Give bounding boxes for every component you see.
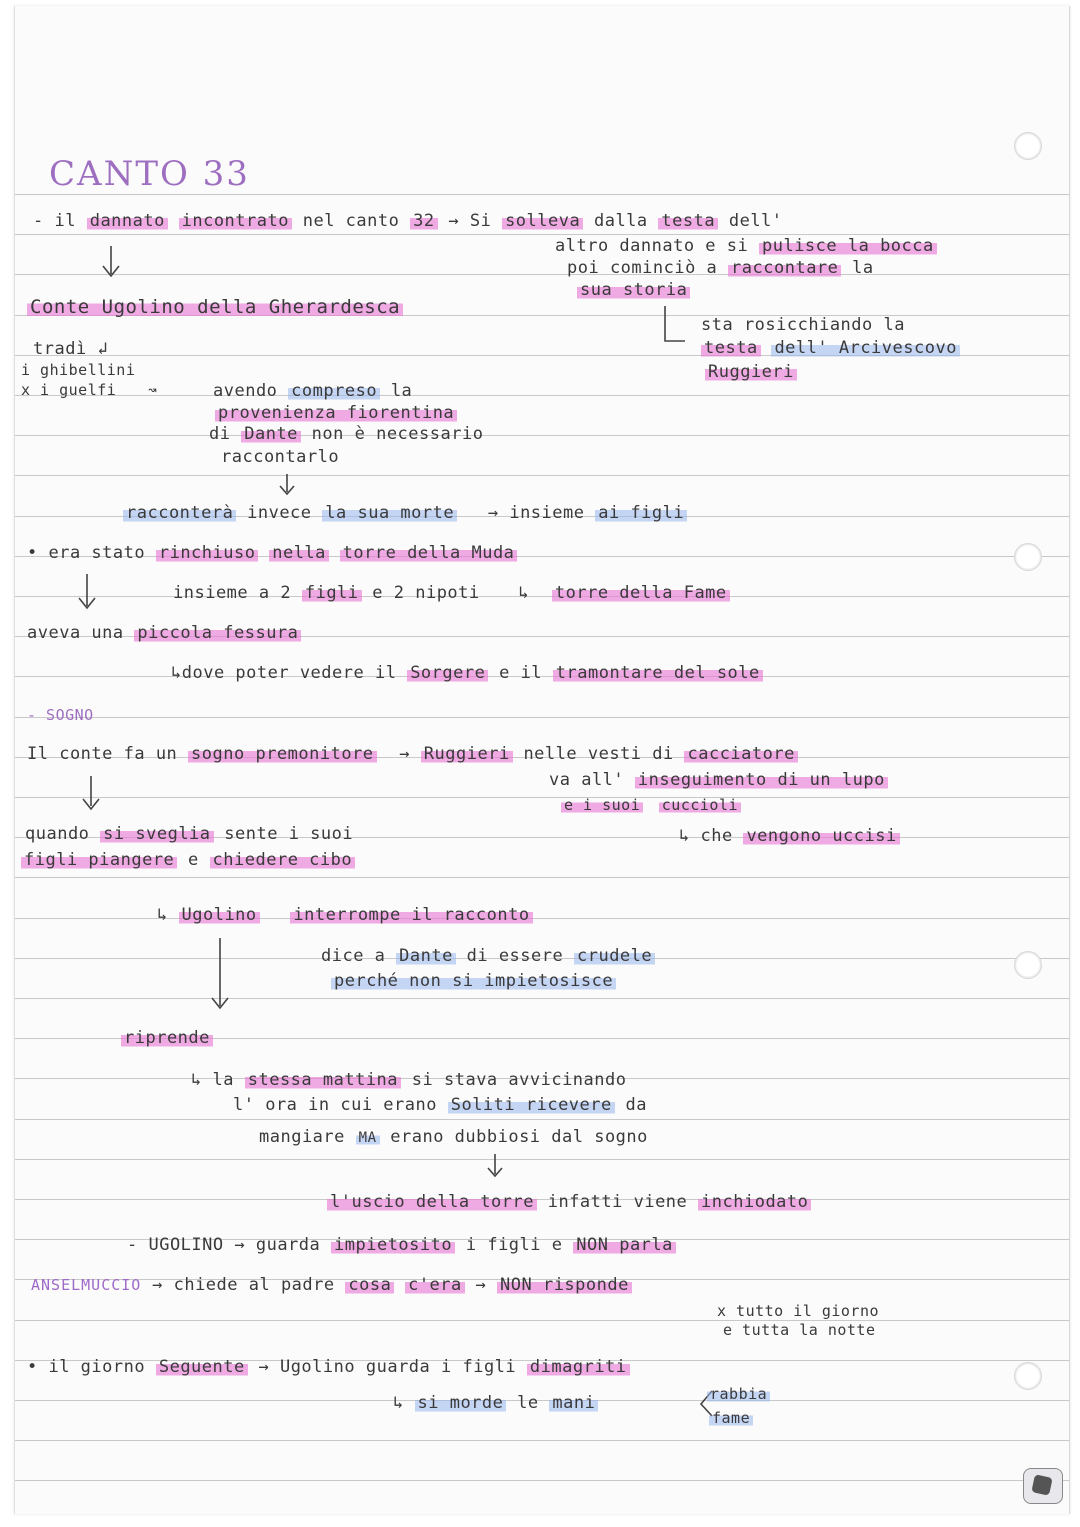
arrow-icon: ↳ (518, 583, 530, 603)
highlight: l'uscio della torre (327, 1192, 537, 1212)
text-line (209, 423, 483, 445)
text-line (21, 379, 157, 401)
arrow-icon: ↳ (191, 1070, 202, 1090)
text-line (27, 542, 517, 564)
text: sta rosicchiando la (701, 315, 905, 335)
text: guarda (255, 1235, 321, 1255)
text: dell' (728, 211, 783, 231)
text-line (27, 622, 301, 644)
text-line (259, 1126, 648, 1149)
arrow-icon: ↳ (157, 905, 168, 925)
text: va all' (549, 770, 625, 790)
highlight: chiedere cibo (210, 850, 356, 870)
text-line (27, 296, 403, 318)
highlight: dimagriti (527, 1357, 630, 1377)
text-line (555, 235, 937, 257)
page-title: CANTO 33 (49, 154, 250, 194)
text-line (121, 1027, 213, 1049)
arrow-down (83, 776, 99, 809)
highlight: 32 (410, 211, 437, 231)
highlight: torre della Muda (340, 543, 518, 563)
highlight: interrompe il racconto (290, 905, 532, 925)
highlight: Ruggieri (421, 744, 513, 764)
text-line (709, 1407, 753, 1429)
highlight: torre della Fame (552, 583, 730, 603)
text-line (331, 970, 616, 992)
text: dalla (593, 211, 648, 231)
text: • il giorno (27, 1357, 146, 1377)
text: quando (25, 824, 90, 844)
arrow-icon: → (152, 1275, 163, 1295)
text-line (701, 337, 960, 359)
text: → Ugolino (258, 1357, 356, 1377)
text-line (213, 380, 412, 402)
text: l' ora in cui erano (233, 1095, 437, 1115)
text: la (390, 381, 413, 401)
text: ANSELMUCCIO (31, 1276, 142, 1294)
arrow-down (488, 1154, 502, 1176)
text-line (705, 361, 797, 383)
text-line (221, 446, 339, 468)
highlight: perché non si impietosisce (331, 971, 616, 991)
highlight: testa (701, 338, 761, 358)
highlight: compreso (288, 381, 380, 401)
text: la (212, 1070, 234, 1090)
highlight: ai figli (595, 503, 687, 523)
text-line (393, 1392, 598, 1414)
text: nelle vesti di (523, 744, 674, 764)
text: guarda i figli (365, 1357, 517, 1377)
highlight: vengono uccisi (743, 826, 899, 846)
text-line (21, 849, 355, 871)
text: - il (33, 211, 76, 231)
text-line (33, 338, 108, 360)
highlight: fame (709, 1409, 753, 1427)
text: la (852, 258, 874, 278)
text: poi cominciò a (567, 258, 718, 278)
highlight: pulisce la bocca (759, 236, 937, 256)
arrow-icon: → (475, 1275, 487, 1295)
section-label (27, 704, 94, 726)
text: • era stato (27, 543, 146, 563)
text: dice a (321, 946, 386, 966)
text: tradì ↲ (33, 339, 109, 359)
text: di (209, 424, 231, 444)
text: e (188, 850, 199, 870)
text: aveva una (27, 623, 124, 643)
text: non è necessario (311, 424, 484, 444)
highlight: impietosito (331, 1235, 455, 1255)
text-line (33, 210, 783, 232)
text: mangiare (259, 1127, 345, 1147)
text-line (27, 743, 798, 765)
highlight: cacciatore (684, 744, 797, 764)
text: nel canto (302, 211, 400, 231)
arrow-down (212, 938, 228, 1008)
text-line (215, 402, 457, 424)
highlight: testa (658, 211, 718, 231)
highlight: figli piangere (21, 850, 177, 870)
text-line (27, 1356, 630, 1378)
highlight: Conte Ugolino della Gherardesca (27, 296, 403, 318)
text: x tutto il giorno (717, 1302, 880, 1320)
arrow-down (103, 246, 119, 276)
highlight: solleva (502, 211, 583, 231)
text: i ghibellini (21, 361, 136, 379)
text: e il (499, 663, 543, 683)
text: avendo (213, 381, 278, 401)
highlight: crudele (574, 946, 655, 966)
highlight: Ugolino (179, 905, 260, 925)
text-line (25, 823, 353, 845)
text: da (625, 1095, 647, 1115)
text-line (561, 794, 741, 816)
text: e 2 nipoti (372, 583, 480, 603)
highlight: riprende (121, 1028, 213, 1048)
text-line (327, 1191, 811, 1213)
text: - UGOLINO → (127, 1235, 246, 1255)
highlight: Soliti ricevere (448, 1095, 615, 1115)
highlight: figli (302, 583, 362, 603)
text-line (233, 1094, 647, 1116)
arrow-hook (665, 306, 685, 341)
text: chiede al padre (173, 1275, 335, 1295)
highlight: Ruggieri (705, 362, 797, 382)
arrow-down (79, 574, 95, 608)
text: erano dubbiosi dal sogno (390, 1127, 648, 1147)
text: raccontarlo (221, 447, 340, 467)
text-line (191, 1069, 626, 1091)
highlight: rabbia (707, 1385, 770, 1403)
text: Si (469, 211, 492, 231)
arrow-icon: → (448, 211, 460, 231)
highlight: incontrato (179, 211, 292, 231)
highlight: Seguente (156, 1357, 248, 1377)
highlight: dannato (87, 211, 168, 231)
text: si stava avvicinando (411, 1070, 627, 1090)
text-line (157, 904, 533, 926)
arrow-down (280, 474, 294, 494)
text: invece (247, 503, 312, 523)
text: Il conte fa un (27, 744, 178, 764)
highlight: sogno premonitore (188, 744, 377, 764)
text-line (701, 314, 905, 336)
text: e tutta la notte (723, 1321, 876, 1339)
text-line (549, 769, 888, 791)
text-line (679, 825, 900, 847)
text-line (127, 1234, 676, 1256)
highlight: piccola fessura (134, 623, 301, 643)
highlight: la sua morte (322, 503, 457, 523)
highlight: Dante (241, 424, 301, 444)
highlight: tramontare del sole (553, 663, 763, 683)
text: altro dannato e si (555, 236, 749, 256)
arrow-icon: → (399, 744, 411, 764)
text: sente i suoi (224, 824, 354, 844)
text: infatti viene (547, 1192, 688, 1212)
text-line (577, 279, 690, 301)
highlight: rinchiuso (156, 543, 259, 563)
highlight: MA (356, 1130, 380, 1146)
highlight: e i suoi (561, 796, 643, 814)
text: di essere (466, 946, 564, 966)
text-line (567, 257, 874, 279)
highlight: mani (549, 1393, 598, 1413)
highlight: nella (269, 543, 329, 563)
text-line (321, 945, 655, 967)
text-line (21, 359, 135, 381)
arrow-icon: ↝ (147, 381, 158, 399)
text-line (173, 582, 730, 604)
highlight: inseguimento di un lupo (635, 770, 888, 790)
text: ↳ che (679, 826, 733, 846)
text: e (551, 1235, 563, 1255)
highlight: Sorgere (407, 663, 488, 683)
highlight: NON parla (573, 1235, 676, 1255)
text-line (171, 662, 763, 684)
highlight: inchiodato (698, 1192, 811, 1212)
highlight: sua storia (577, 280, 690, 300)
app-logo-icon (1023, 1468, 1063, 1504)
highlight: NON risponde (497, 1275, 632, 1295)
highlight: cuccioli (659, 796, 741, 814)
highlight: racconterà (123, 503, 236, 523)
highlight: c'era (405, 1275, 465, 1295)
highlight: dell' Arcivescovo (771, 338, 960, 358)
text: → insieme (487, 503, 585, 523)
arrow-icon: ↳ (393, 1393, 404, 1413)
highlight: cosa (345, 1275, 394, 1295)
text-line (723, 1319, 876, 1341)
text: - SOGNO (27, 706, 94, 724)
highlight: si sveglia (100, 824, 213, 844)
text-line (707, 1383, 770, 1405)
highlight: Dante (396, 946, 456, 966)
text: x i guelfi (21, 381, 117, 399)
highlight: provenienza fiorentina (215, 403, 457, 423)
highlight: stessa mattina (245, 1070, 401, 1090)
notebook-page (14, 6, 1070, 1514)
text: insieme a 2 (173, 583, 292, 603)
highlight: si morde (415, 1393, 507, 1413)
text-line (123, 502, 687, 524)
highlight: raccontare (728, 258, 841, 278)
text: le (517, 1393, 539, 1413)
text: ↳dove poter vedere il (171, 663, 397, 683)
text-line (31, 1274, 632, 1296)
text: i figli (465, 1235, 542, 1255)
